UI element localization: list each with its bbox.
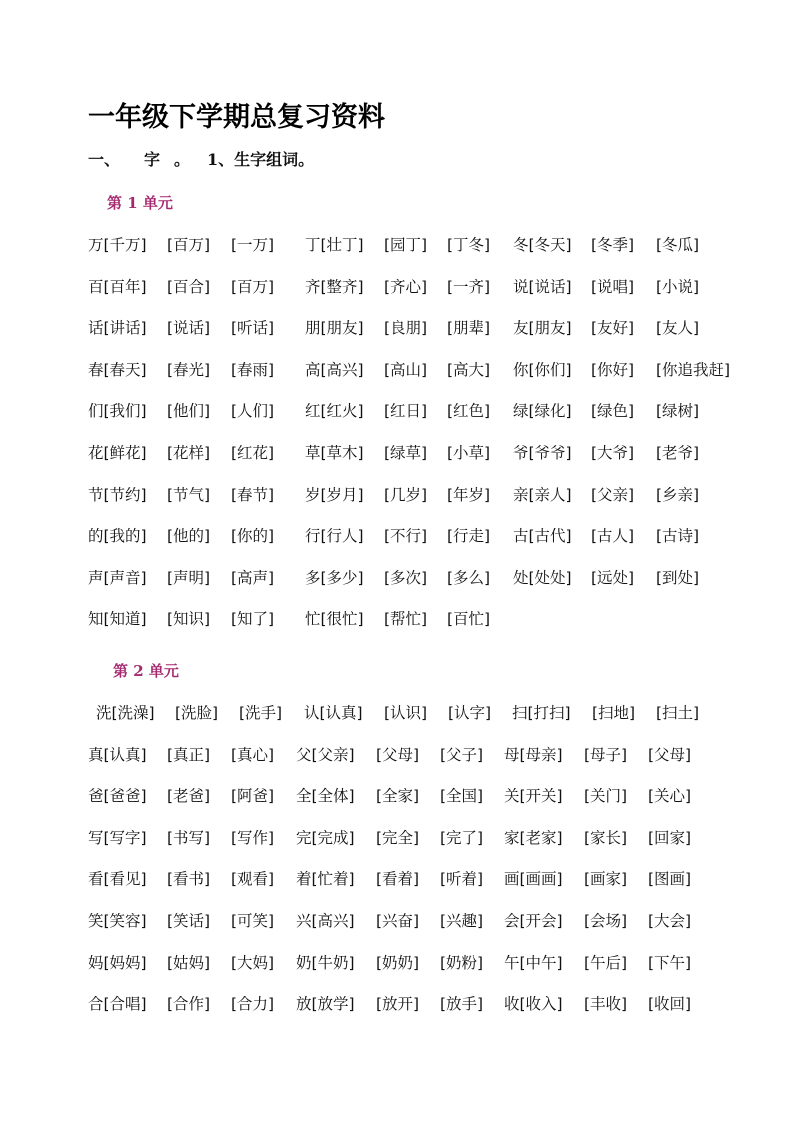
word-entry: [下午] [648, 953, 692, 972]
word-entry: [红花] [231, 444, 275, 462]
word-entry: [他们] [167, 402, 211, 421]
word-entry: [百万] [231, 277, 275, 296]
word-entry: [绿草] [384, 444, 428, 462]
word-entry: [听着] [440, 870, 484, 889]
word-entry: 高[高兴] [305, 360, 364, 379]
word-entry: 万[千万] [88, 236, 147, 254]
word-entry: [冬季] [591, 236, 635, 254]
word-entry: 洗[洗澡] [96, 704, 155, 722]
word-entry: [老爸] [167, 787, 211, 806]
word-row [0, 314, 794, 342]
word-entry: [图画] [648, 870, 692, 889]
word-entry: [不行] [384, 527, 428, 546]
unit-2-heading: 第 2 单元 [113, 662, 179, 680]
word-entry: [奶粉] [440, 953, 484, 972]
word-row [0, 949, 794, 977]
word-entry: [冬瓜] [656, 236, 700, 254]
word-entry: [一齐] [447, 277, 491, 296]
word-entry: [绿树] [656, 402, 700, 421]
word-entry: [百合] [167, 277, 211, 296]
word-entry: 合[合唱] [88, 995, 147, 1014]
word-entry: 奶[牛奶] [296, 953, 355, 972]
word-entry: [高山] [384, 360, 428, 379]
word-entry: [父母] [376, 745, 420, 764]
word-entry: [春光] [167, 360, 211, 379]
word-entry: 丁[壮丁] [305, 236, 364, 254]
word-entry: 你[你们] [513, 360, 572, 379]
word-entry: [完了] [440, 828, 484, 847]
word-entry: [洗脸] [175, 704, 219, 722]
word-entry: [父子] [440, 745, 484, 764]
word-entry: 花[鲜花] [88, 444, 147, 462]
section-subtitle: 1、生字组词。 [207, 150, 315, 169]
word-entry: 冬[冬天] [513, 236, 572, 254]
word-entry: [可笑] [231, 912, 275, 930]
word-entry: [奶奶] [376, 953, 420, 972]
word-row [0, 522, 794, 550]
word-entry: [他的] [167, 527, 211, 546]
word-entry: [父亲] [591, 485, 635, 504]
word-row [0, 699, 794, 727]
word-entry: 绿[绿化] [513, 402, 572, 421]
word-entry: [真心] [231, 745, 275, 764]
word-entry: [大爷] [591, 444, 635, 462]
word-row [0, 907, 794, 935]
word-entry: [百忙] [447, 610, 491, 629]
word-entry: 会[开会] [504, 912, 563, 930]
word-entry: [远处] [591, 568, 635, 587]
word-entry: [画家] [584, 870, 628, 889]
word-entry: [大会] [648, 912, 692, 930]
word-entry: 爸[爸爸] [88, 787, 147, 806]
word-entry: 画[画画] [504, 870, 563, 889]
word-entry: 关[开关] [504, 787, 563, 806]
word-entry: [大妈] [231, 953, 275, 972]
word-row [0, 397, 794, 425]
word-entry: [你好] [591, 360, 635, 379]
word-entry: [回家] [648, 828, 692, 847]
word-entry: 忙[很忙] [305, 610, 364, 629]
word-entry: [放手] [440, 995, 484, 1014]
word-entry: 说[说话] [513, 277, 572, 296]
word-entry: [红日] [384, 402, 428, 421]
word-row [0, 741, 794, 769]
word-entry: 红[红火] [305, 402, 364, 421]
word-entry: 认[认真] [304, 704, 363, 722]
word-entry: [帮忙] [384, 610, 428, 629]
word-entry: [老爷] [656, 444, 700, 462]
word-entry: 爷[爷爷] [513, 444, 572, 462]
word-entry: 节[节约] [88, 485, 147, 504]
word-entry: 母[母亲] [504, 745, 563, 764]
document-title: 一年级下学期总复习资料 [88, 102, 385, 133]
word-entry: 草[草木] [305, 444, 364, 462]
word-entry: [关心] [648, 787, 692, 806]
word-entry: 朋[朋友] [305, 319, 364, 338]
section-separator: 。 [174, 150, 191, 169]
word-entry: [完全] [376, 828, 420, 847]
word-row [0, 273, 794, 301]
word-entry: [友好] [591, 319, 635, 338]
word-entry: [丰收] [584, 995, 628, 1014]
word-entry: [乡亲] [656, 485, 700, 504]
word-entry: 全[全体] [296, 787, 355, 806]
word-row [0, 439, 794, 467]
word-entry: 多[多少] [305, 568, 364, 587]
word-entry: [高大] [447, 360, 491, 379]
word-entry: [友人] [656, 319, 700, 338]
word-entry: 知[知道] [88, 610, 147, 629]
word-row [0, 356, 794, 384]
word-entry: [兴奋] [376, 912, 420, 930]
word-entry: 齐[整齐] [305, 277, 364, 296]
word-entry: 写[写字] [88, 828, 147, 847]
word-entry: [朋辈] [447, 319, 491, 338]
word-entry: 放[放学] [296, 995, 355, 1014]
word-entry: [真正] [167, 745, 211, 764]
word-entry: 父[父亲] [296, 745, 355, 764]
word-entry: [书写] [167, 828, 211, 847]
word-entry: 笑[笑容] [88, 912, 147, 930]
word-entry: [红色] [447, 402, 491, 421]
word-entry: 兴[高兴] [296, 912, 355, 930]
word-entry: [节气] [167, 485, 211, 504]
word-entry: [人们] [231, 402, 275, 421]
word-entry: [园丁] [384, 236, 428, 254]
word-entry: [关门] [584, 787, 628, 806]
word-entry: 话[讲话] [88, 319, 147, 338]
word-entry: 午[中午] [504, 953, 563, 972]
word-row [0, 824, 794, 852]
word-entry: [你的] [231, 527, 275, 546]
word-entry: [家长] [584, 828, 628, 847]
word-entry: [会场] [584, 912, 628, 930]
word-entry: 们[我们] [88, 402, 147, 421]
word-entry: [百万] [167, 236, 211, 254]
section-number: 一、 [88, 150, 121, 169]
word-entry: 百[百年] [88, 277, 147, 296]
word-entry: [知了] [231, 610, 275, 629]
word-entry: 古[古代] [513, 527, 572, 546]
word-entry: [合作] [167, 995, 211, 1014]
word-entry: 完[完成] [296, 828, 355, 847]
word-entry: [古诗] [656, 527, 700, 546]
word-entry: [午后] [584, 953, 628, 972]
word-entry: [良朋] [384, 319, 428, 338]
word-entry: 收[收入] [504, 995, 563, 1014]
word-entry: [年岁] [447, 485, 491, 504]
word-entry: [春节] [231, 485, 275, 504]
word-row [0, 605, 794, 633]
word-entry: [洗手] [239, 704, 283, 722]
word-entry: 春[春天] [88, 360, 147, 379]
word-entry: 着[忙着] [296, 870, 355, 889]
word-entry: [多么] [447, 568, 491, 587]
word-entry: [行走] [447, 527, 491, 546]
word-entry: [笑话] [167, 912, 211, 930]
word-entry: [全家] [376, 787, 420, 806]
word-entry: 看[看见] [88, 870, 147, 889]
word-entry: [观看] [231, 870, 275, 889]
word-entry: 真[认真] [88, 745, 147, 764]
word-entry: [阿爸] [231, 787, 275, 806]
word-row [0, 564, 794, 592]
word-entry: [说唱] [591, 277, 635, 296]
word-entry: [小草] [447, 444, 491, 462]
word-row [0, 990, 794, 1018]
word-entry: [扫地] [592, 704, 636, 722]
word-entry: [认字] [448, 704, 492, 722]
word-entry: [到处] [656, 568, 700, 587]
word-entry: [古人] [591, 527, 635, 546]
word-entry: 友[朋友] [513, 319, 572, 338]
word-entry: [母子] [584, 745, 628, 764]
word-entry: [看着] [376, 870, 420, 889]
word-entry: 行[行人] [305, 527, 364, 546]
word-entry: [知识] [167, 610, 211, 629]
word-entry: [声明] [167, 568, 211, 587]
word-entry: [你追我赶] [656, 360, 731, 379]
word-entry: [放开] [376, 995, 420, 1014]
word-row [0, 231, 794, 259]
section-name: 字 [144, 150, 161, 169]
word-entry: [父母] [648, 745, 692, 764]
word-entry: [几岁] [384, 485, 428, 504]
word-entry: [丁冬] [447, 236, 491, 254]
word-entry: 妈[妈妈] [88, 953, 147, 972]
word-entry: [说话] [167, 319, 211, 338]
word-entry: 声[声音] [88, 568, 147, 587]
word-entry: [写作] [231, 828, 275, 847]
word-row [0, 481, 794, 509]
word-row [0, 782, 794, 810]
word-entry: [合力] [231, 995, 275, 1014]
word-entry: [花样] [167, 444, 211, 462]
word-entry: [一万] [231, 236, 275, 254]
word-entry: [齐心] [384, 277, 428, 296]
word-entry: [认识] [384, 704, 428, 722]
word-entry: [小说] [656, 277, 700, 296]
word-entry: 亲[亲人] [513, 485, 572, 504]
word-entry: [全国] [440, 787, 484, 806]
word-entry: [看书] [167, 870, 211, 889]
word-entry: [扫土] [656, 704, 700, 722]
word-entry: [姑妈] [167, 953, 211, 972]
word-entry: 岁[岁月] [305, 485, 364, 504]
section-heading [88, 148, 314, 172]
word-entry: [高声] [231, 568, 275, 587]
word-entry: [绿色] [591, 402, 635, 421]
word-entry: 扫[打扫] [512, 704, 571, 722]
word-entry: [兴趣] [440, 912, 484, 930]
word-entry: [春雨] [231, 360, 275, 379]
word-entry: [听话] [231, 319, 275, 338]
word-entry: [多次] [384, 568, 428, 587]
word-row [0, 865, 794, 893]
word-entry: [收回] [648, 995, 692, 1014]
word-entry: 处[处处] [513, 568, 572, 587]
unit-1-heading: 第 1 单元 [107, 194, 173, 212]
word-entry: 家[老家] [504, 828, 563, 847]
word-entry: 的[我的] [88, 527, 147, 546]
